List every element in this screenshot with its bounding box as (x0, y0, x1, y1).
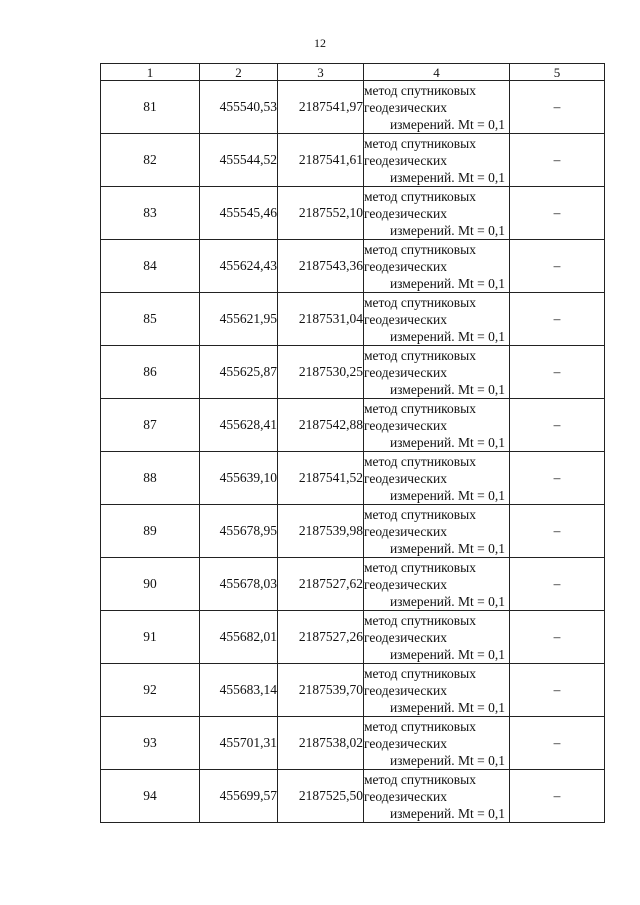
method-line-2: геодезических (364, 523, 447, 539)
page-number: 12 (314, 36, 326, 50)
coordinate-y: 2187541,97 (278, 81, 364, 134)
method-cell (364, 717, 510, 770)
method-line-3: измерений. Mt = 0,1 (389, 540, 505, 556)
point-number: 88 (101, 452, 200, 505)
method-cell (364, 240, 510, 293)
method-line-2: геодезических (364, 682, 447, 698)
note-cell: – (510, 346, 605, 399)
table-row (101, 611, 605, 664)
table-row (101, 558, 605, 611)
point-number: 91 (101, 611, 200, 664)
method-cell (364, 187, 510, 240)
note-cell: – (510, 717, 605, 770)
method-cell (364, 558, 510, 611)
method-line-3: измерений. Mt = 0,1 (389, 275, 505, 291)
method-line-2: геодезических (364, 152, 447, 168)
method-line-2: геодезических (364, 576, 447, 592)
table-header-row (101, 64, 605, 81)
method-line-3: измерений. Mt = 0,1 (389, 487, 505, 503)
note-cell: – (510, 240, 605, 293)
point-number: 90 (101, 558, 200, 611)
column-header-2: 2 (200, 64, 278, 81)
column-header-3: 3 (278, 64, 364, 81)
method-cell (364, 611, 510, 664)
method-line-1: метод спутниковых (364, 453, 476, 469)
method-line-3: измерений. Mt = 0,1 (389, 222, 505, 238)
point-number: 82 (101, 134, 200, 187)
method-line-3: измерений. Mt = 0,1 (389, 699, 505, 715)
table-row (101, 134, 605, 187)
coordinate-y: 2187552,10 (278, 187, 364, 240)
note-cell: – (510, 81, 605, 134)
method-line-2: геодезических (364, 417, 447, 433)
method-line-1: метод спутниковых (364, 400, 476, 416)
coordinate-y: 2187542,88 (278, 399, 364, 452)
coordinate-x: 455682,01 (200, 611, 278, 664)
coordinate-x: 455701,31 (200, 717, 278, 770)
coordinate-y: 2187539,98 (278, 505, 364, 558)
coordinate-y: 2187527,26 (278, 611, 364, 664)
method-line-2: геодезических (364, 99, 447, 115)
note-cell: – (510, 134, 605, 187)
coordinate-y: 2187531,04 (278, 293, 364, 346)
method-line-2: геодезических (364, 735, 447, 751)
table-row (101, 81, 605, 134)
method-line-1: метод спутниковых (364, 188, 476, 204)
method-line-3: измерений. Mt = 0,1 (389, 593, 505, 609)
coordinate-y: 2187525,50 (278, 770, 364, 823)
coordinate-x: 455699,57 (200, 770, 278, 823)
method-line-3: измерений. Mt = 0,1 (389, 646, 505, 662)
point-number: 85 (101, 293, 200, 346)
table-row (101, 770, 605, 823)
method-line-2: геодезических (364, 788, 447, 804)
method-cell (364, 505, 510, 558)
point-number: 94 (101, 770, 200, 823)
method-cell (364, 399, 510, 452)
point-number: 81 (101, 81, 200, 134)
method-line-3: измерений. Mt = 0,1 (389, 381, 505, 397)
column-header-5: 5 (510, 64, 605, 81)
coordinate-y: 2187527,62 (278, 558, 364, 611)
table-row (101, 452, 605, 505)
coordinate-x: 455678,03 (200, 558, 278, 611)
coordinate-x: 455540,53 (200, 81, 278, 134)
method-line-2: геодезических (364, 205, 447, 221)
method-cell (364, 346, 510, 399)
point-number: 84 (101, 240, 200, 293)
method-line-3: измерений. Mt = 0,1 (389, 805, 505, 821)
coordinate-x: 455545,46 (200, 187, 278, 240)
table-row (101, 664, 605, 717)
method-cell (364, 293, 510, 346)
note-cell: – (510, 558, 605, 611)
table-row (101, 187, 605, 240)
column-header-1: 1 (101, 64, 200, 81)
coordinate-x: 455639,10 (200, 452, 278, 505)
coordinate-y: 2187538,02 (278, 717, 364, 770)
method-cell (364, 664, 510, 717)
table-row (101, 293, 605, 346)
coordinates-table (100, 63, 605, 823)
table-row (101, 717, 605, 770)
point-number: 83 (101, 187, 200, 240)
method-line-1: метод спутниковых (364, 612, 476, 628)
note-cell: – (510, 293, 605, 346)
method-line-1: метод спутниковых (364, 135, 476, 151)
coordinate-x: 455683,14 (200, 664, 278, 717)
point-number: 87 (101, 399, 200, 452)
method-line-2: геодезических (364, 311, 447, 327)
note-cell: – (510, 505, 605, 558)
method-cell (364, 81, 510, 134)
point-number: 93 (101, 717, 200, 770)
method-line-2: геодезических (364, 470, 447, 486)
column-header-4: 4 (364, 64, 510, 81)
table-row (101, 505, 605, 558)
note-cell: – (510, 399, 605, 452)
note-cell: – (510, 664, 605, 717)
method-cell (364, 770, 510, 823)
coordinate-x: 455544,52 (200, 134, 278, 187)
method-line-1: метод спутниковых (364, 771, 476, 787)
method-line-3: измерений. Mt = 0,1 (389, 328, 505, 344)
method-line-1: метод спутниковых (364, 241, 476, 257)
note-cell: – (510, 187, 605, 240)
method-line-1: метод спутниковых (364, 665, 476, 681)
point-number: 92 (101, 664, 200, 717)
coordinate-x: 455624,43 (200, 240, 278, 293)
method-cell (364, 134, 510, 187)
method-line-3: измерений. Mt = 0,1 (389, 116, 505, 132)
coordinate-y: 2187541,52 (278, 452, 364, 505)
table-row (101, 399, 605, 452)
coordinate-x: 455678,95 (200, 505, 278, 558)
method-cell (364, 452, 510, 505)
note-cell: – (510, 770, 605, 823)
table-row (101, 240, 605, 293)
table-row (101, 346, 605, 399)
method-line-2: геодезических (364, 364, 447, 380)
point-number: 89 (101, 505, 200, 558)
method-line-1: метод спутниковых (364, 294, 476, 310)
method-line-3: измерений. Mt = 0,1 (389, 434, 505, 450)
method-line-3: измерений. Mt = 0,1 (389, 169, 505, 185)
coordinate-y: 2187543,36 (278, 240, 364, 293)
note-cell: – (510, 611, 605, 664)
coordinate-x: 455621,95 (200, 293, 278, 346)
method-line-1: метод спутниковых (364, 82, 476, 98)
method-line-3: измерений. Mt = 0,1 (389, 752, 505, 768)
note-cell: – (510, 452, 605, 505)
method-line-1: метод спутниковых (364, 559, 476, 575)
coordinate-y: 2187530,25 (278, 346, 364, 399)
method-line-1: метод спутниковых (364, 718, 476, 734)
method-line-1: метод спутниковых (364, 347, 476, 363)
point-number: 86 (101, 346, 200, 399)
method-line-2: геодезических (364, 629, 447, 645)
method-line-1: метод спутниковых (364, 506, 476, 522)
coordinate-x: 455628,41 (200, 399, 278, 452)
coordinate-x: 455625,87 (200, 346, 278, 399)
coordinate-y: 2187541,61 (278, 134, 364, 187)
coordinate-y: 2187539,70 (278, 664, 364, 717)
method-line-2: геодезических (364, 258, 447, 274)
table-body (101, 81, 605, 823)
